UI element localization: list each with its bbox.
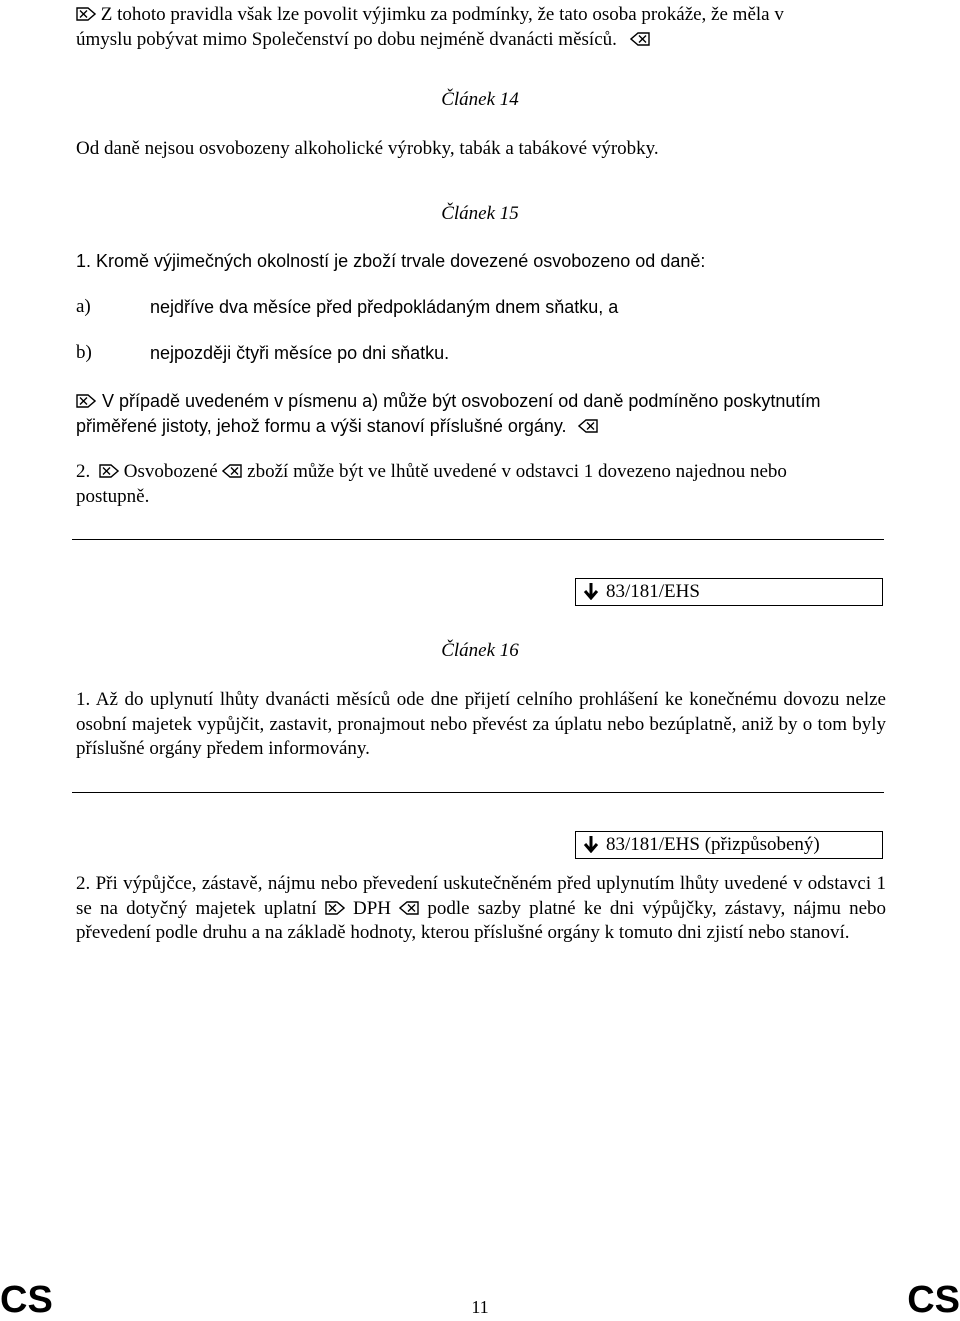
paragraph-text: Od daně nejsou osvobozeny alkoholické výrobky, tabák a tabákové výrobky. — [76, 138, 659, 159]
paragraph-text: podle sazby platné ke dni výpůjčky, zástavy, nájmu nebo převedení podle druhu a na základě hodnoty, kterou příslušné orgány k tomuto dni zjistí nebo stanoví. — [76, 897, 887, 943]
insert-start-marker-icon — [76, 7, 96, 21]
paragraph-text: 2. Při výpůjčce, zástavě, nájmu nebo převedení uskutečněném před uplynutím lhůty uvedené v odstavci 1 se na dotyčný majetek uplatní — [76, 873, 886, 919]
list-item: nejpozději čtyři měsíce po dni sňatku. — [150, 343, 450, 363]
paragraph-line — [76, 389, 886, 414]
list-label: b) — [76, 342, 92, 363]
inserted-text: Osvobozené — [123, 461, 218, 482]
paragraph-line — [76, 2, 886, 27]
list-label: a) — [76, 296, 91, 317]
paragraph-line — [76, 459, 886, 484]
paragraph-text: Z tohoto pravidla však lze povolit výjimku za podmínky, že tato osoba prokáže, že měla v — [100, 4, 784, 25]
insert-start-marker-icon — [325, 901, 345, 915]
article-heading: Článek 14 — [441, 89, 519, 110]
paragraph-line — [76, 27, 886, 52]
down-arrow-icon — [582, 582, 600, 600]
paragraph-text: úmyslu pobývat mimo Společenství po dobu nejméně dvanácti měsíců. — [76, 29, 617, 50]
insert-start-marker-icon — [99, 464, 119, 478]
paragraph-text: postupně. — [76, 486, 150, 507]
list-item: nejdříve dva měsíce před předpokládaným dnem sňatku, a — [150, 297, 619, 317]
page-number: 11 — [471, 1297, 489, 1317]
paragraph-text: V případě uvedeném v písmenu a) může být osvobození od daně podmíněno poskytnutím — [102, 391, 821, 411]
insert-end-marker-icon — [222, 464, 242, 478]
paragraph-number: 2. — [76, 461, 91, 482]
down-arrow-icon — [582, 835, 600, 853]
paragraph-text: 1. Kromě výjimečných okolností je zboží trvale dovezené osvobozeno od daně: — [76, 251, 706, 271]
source-reference-box — [575, 578, 883, 606]
inserted-text: DPH — [352, 897, 391, 919]
paragraph-line — [76, 414, 886, 439]
insert-start-marker-icon — [76, 394, 96, 408]
footer-language-code-left: CS — [0, 1279, 53, 1321]
article-heading: Článek 16 — [441, 640, 519, 661]
article-heading: Článek 15 — [441, 203, 519, 224]
insert-end-marker-icon — [630, 32, 650, 46]
paragraph-text: zboží může být ve lhůtě uvedené v odstavci 1 dovezeno najednou nebo — [247, 461, 787, 482]
insert-end-marker-icon — [578, 419, 598, 433]
source-reference-box — [575, 831, 883, 859]
paragraph-text: přiměřené jistoty, jehož formu a výši stanoví příslušné orgány. — [76, 416, 567, 436]
separator-rule — [72, 792, 884, 793]
paragraph — [76, 872, 886, 946]
source-reference-text: 83/181/EHS (přizpůsobený) — [606, 834, 820, 855]
insert-end-marker-icon — [399, 901, 419, 915]
separator-rule — [72, 539, 884, 540]
source-reference-text: 83/181/EHS — [606, 581, 700, 602]
footer-language-code-right: CS — [907, 1279, 960, 1321]
paragraph-text: 1. Až do uplynutí lhůty dvanácti měsíců ode dne přijetí celního prohlášení ke konečnému dovozu nelze osobní majetek vypůjčit, zastavit, pronajmout nebo převést za úplatu nebo bezúplatně, aniž by o tom byly příslušné orgány předem informovány. — [76, 689, 886, 759]
